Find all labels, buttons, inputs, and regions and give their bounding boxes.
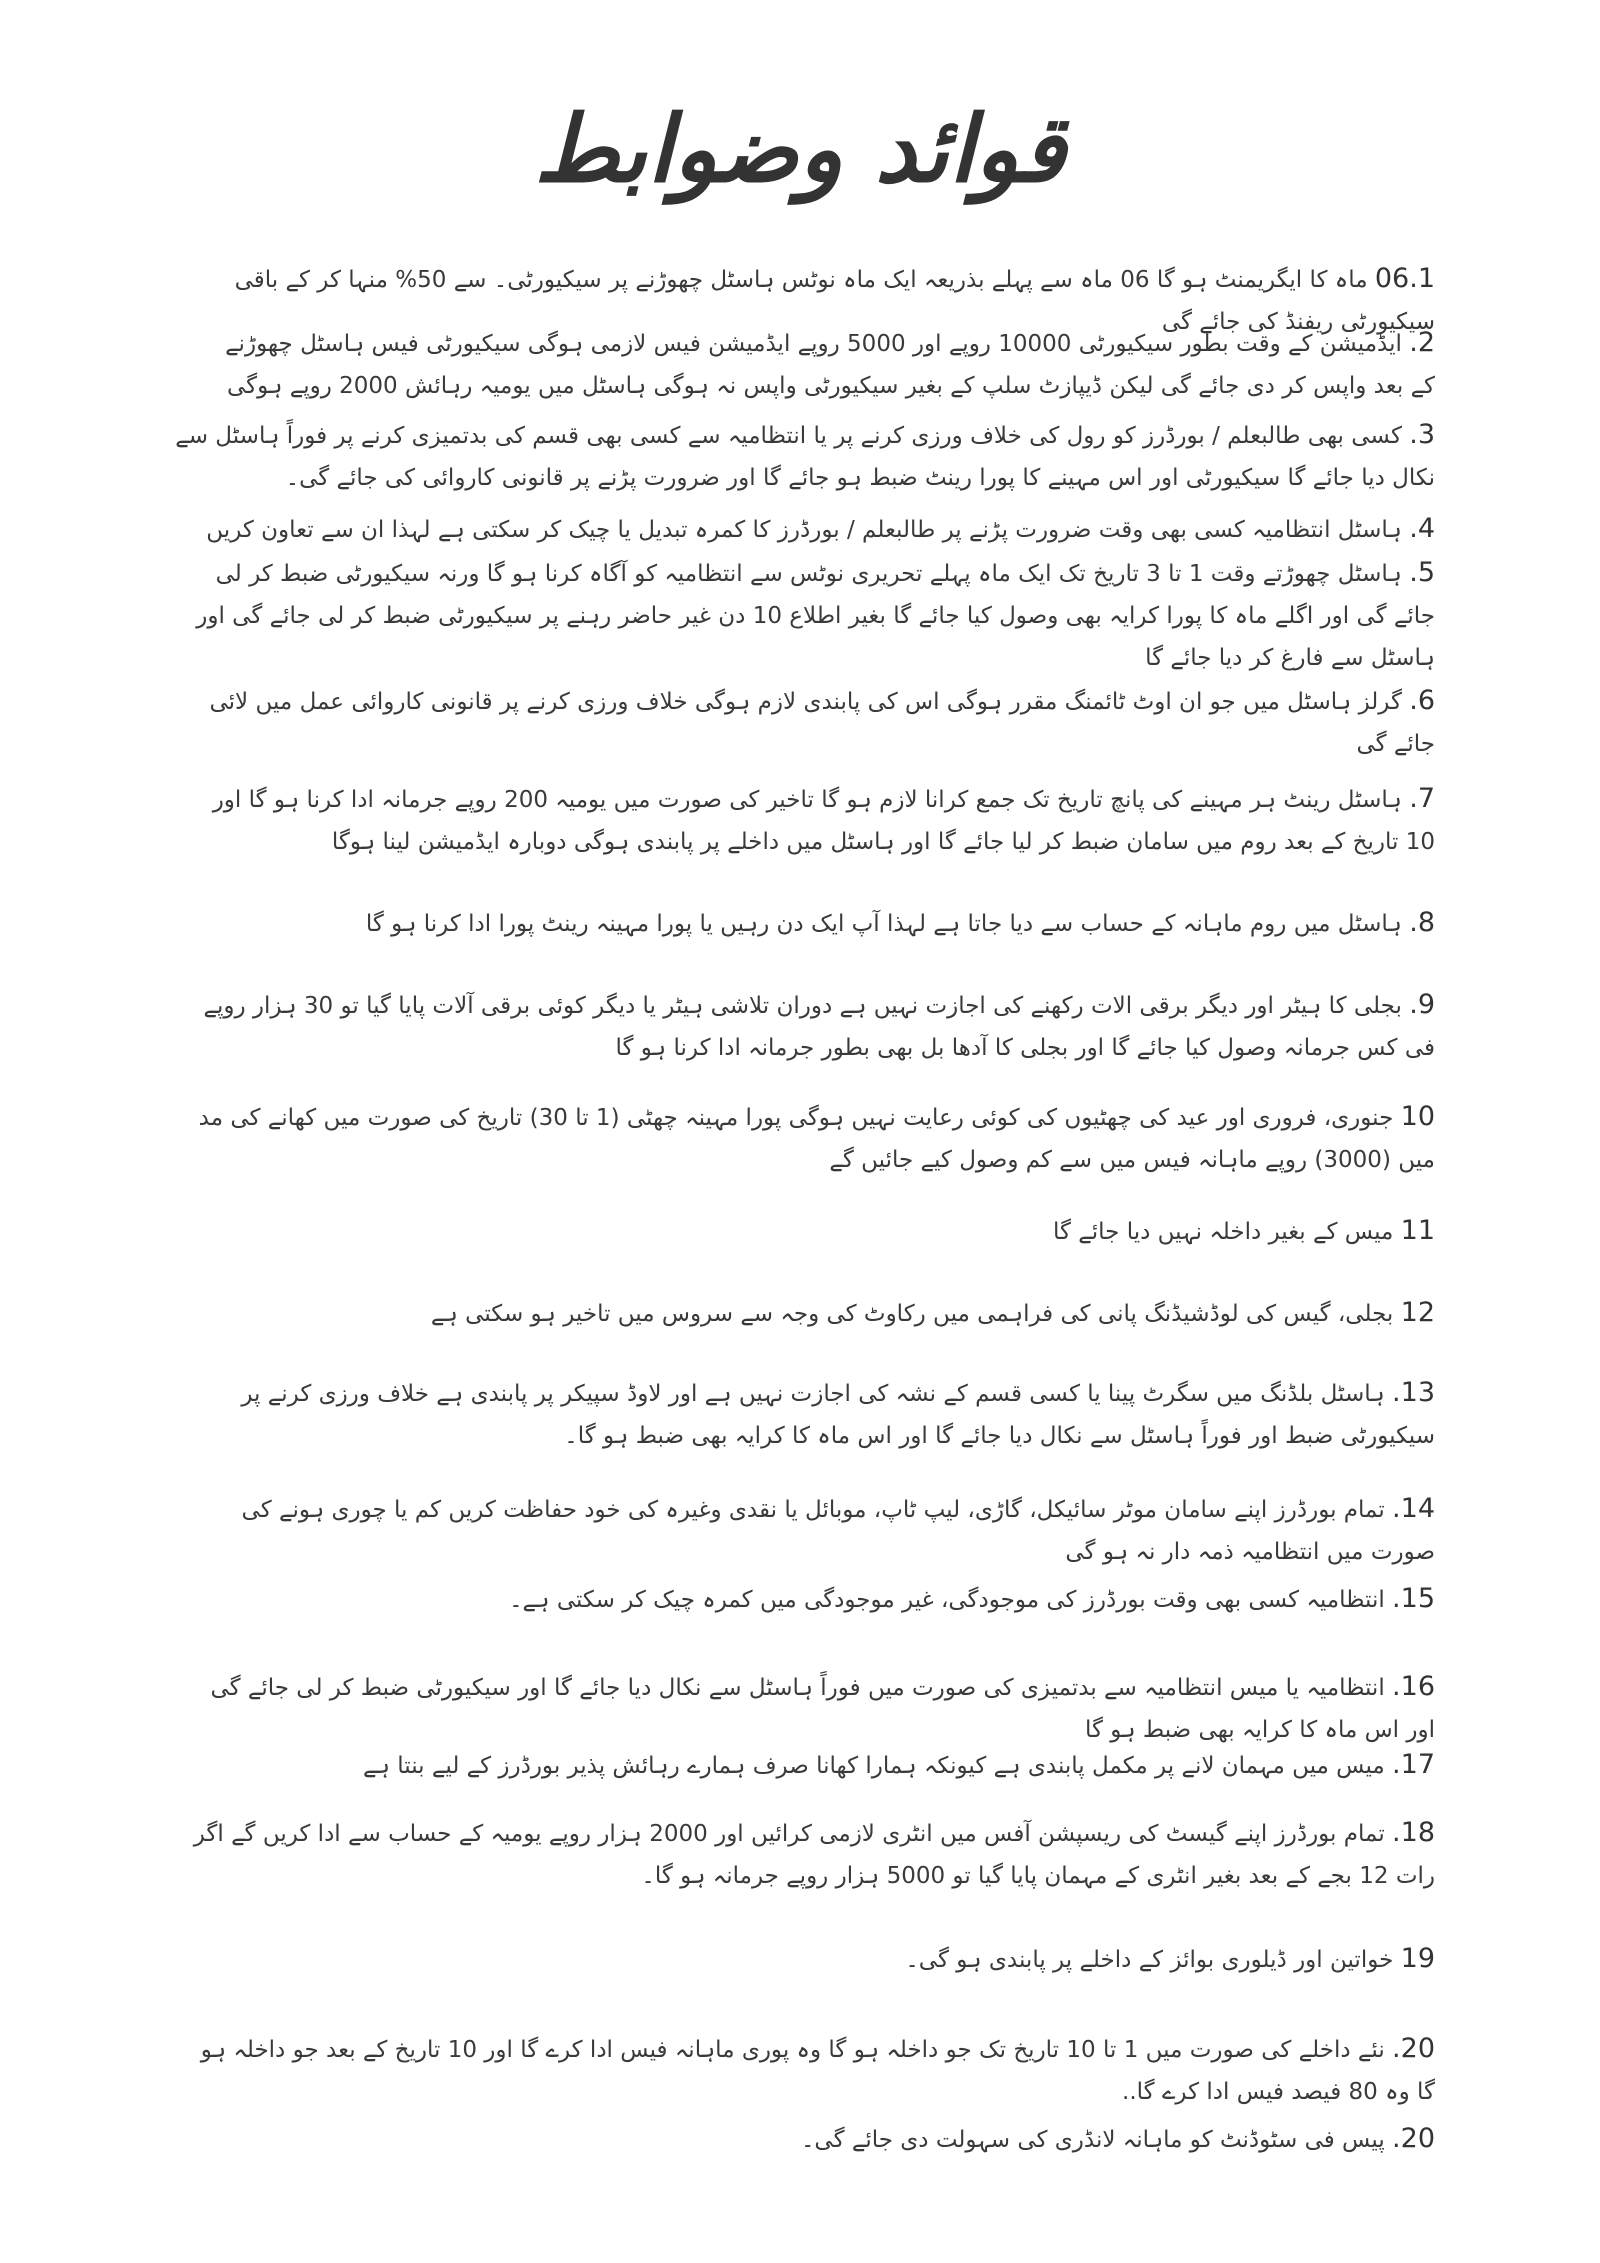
rule-number: 17. — [1392, 1749, 1435, 1780]
rule-number: 16. — [1392, 1671, 1435, 1702]
rule-14 — [185, 1488, 1435, 1573]
rule-5 — [195, 552, 1435, 679]
rule-11 — [185, 1210, 1435, 1253]
rule-text: ایڈمیشن کے وقت بطور سیکیورٹی 10000 روپے اور 5000 روپے ایڈمیشن فیس لازمی ہوگی سیکیورٹی فیس ہاسٹل چھوڑنے کے بعد واپس کر دی جائے گی لیکن ڈیپازٹ سلپ کے بغیر سیکیورٹی واپس نہ ہوگی ہاسٹل میں یومیہ رہائش 2000 روپے ہوگی — [225, 331, 1435, 399]
rule-number: 18. — [1392, 1817, 1435, 1848]
rule-2 — [195, 322, 1435, 407]
rule-text: ہاسٹل بلڈنگ میں سگرٹ پینا یا کسی قسم کے نشہ کی اجازت نہیں ہے اور لاوڈ سپیکر پر پابندی ہے خلاف ورزی کرنے پر سیکیورٹی ضبط اور فوراً ہاسٹل سے نکال دیا جائے گا اور اس ماہ کا کرایہ بھی ضبط ہو گا۔ — [241, 1381, 1435, 1449]
rule-10 — [185, 1096, 1435, 1181]
rule-21 — [185, 2118, 1435, 2161]
rule-9 — [185, 984, 1435, 1069]
rule-number: 9. — [1409, 989, 1435, 1020]
rule-8 — [185, 902, 1435, 945]
rule-text: انتظامیہ یا میس انتظامیہ سے بدتمیزی کی صورت میں فوراً ہاسٹل سے نکال دیا جائے گا اور سیکیورٹی ضبط کر لی جائے گی اور اس ماہ کا کرایہ بھی ضبط ہو گا — [210, 1675, 1435, 1743]
rule-number: 13. — [1392, 1377, 1435, 1408]
rule-text: ہاسٹل انتظامیہ کسی بھی وقت ضرورت پڑنے پر طالبعلم / بورڈرز کا کمرہ تبدیل یا چیک کر سکتی ہے لہذا ان سے تعاون کریں — [206, 517, 1402, 543]
rule-15 — [185, 1578, 1435, 1621]
rule-number: 7. — [1409, 783, 1435, 814]
rule-text: پیس فی سٹوڈنٹ کو ماہانہ لانڈری کی سہولت دی جائے گی۔ — [800, 2127, 1385, 2153]
rule-17 — [185, 1744, 1435, 1787]
rule-number: 12 — [1400, 1297, 1435, 1328]
rule-number: 20. — [1392, 2033, 1435, 2064]
rule-text: بجلی، گیس کی لوڈشیڈنگ پانی کی فراہمی میں رکاوٹ کی وجہ سے سروس میں تاخیر ہو سکتی ہے — [430, 1301, 1394, 1327]
rule-3 — [170, 414, 1435, 499]
rule-text: تمام بورڈرز اپنے سامان موٹر سائیکل، گاڑی، لیپ ٹاپ، موبائل یا نقدی وغیرہ کی خود حفاظت کریں کم یا چوری ہونے کی صورت میں انتظامیہ ذمہ دار نہ ہو گی — [241, 1497, 1435, 1565]
rule-18 — [185, 1812, 1435, 1897]
rule-number: 8. — [1409, 907, 1435, 938]
rule-text: تمام بورڈرز اپنے گیسٹ کی ریسپشن آفس میں انٹری لازمی کرائیں اور 2000 ہزار روپے یومیہ کے حساب سے ادا کریں گے اگر رات 12 بجے کے بعد بغیر انٹری کے مہمان پایا گیا تو 5000 ہزار روپے جرمانہ ہو گا۔ — [193, 1821, 1435, 1889]
rule-13 — [185, 1372, 1435, 1457]
rule-12 — [185, 1292, 1435, 1335]
rule-text: گرلز ہاسٹل میں جو ان اوٹ ٹائمنگ مقرر ہوگی اس کی پابندی لازم ہوگی خلاف ورزی کرنے پر قانونی کاروائی عمل میں لائی جائے گی — [209, 689, 1435, 757]
rule-text: بجلی کا ہیٹر اور دیگر برقی الات رکھنے کی اجازت نہیں ہے دوران تلاشی ہیٹر یا دیگر کوئی برقی آلات پایا گیا تو 30 ہزار روپے فی کس جرمانہ وصول کیا جائے گا اور بجلی کا آدھا بل بھی بطور جرمانہ ادا کرنا ہو گا — [203, 993, 1435, 1061]
rule-19 — [185, 1938, 1435, 1981]
rule-number: 06.1 — [1374, 263, 1435, 294]
rule-number: 4. — [1409, 513, 1435, 544]
rule-number: 3. — [1409, 419, 1435, 450]
rule-text: خواتین اور ڈیلوری بوائز کے داخلے پر پابندی ہو گی۔ — [905, 1947, 1394, 1973]
rule-text: ہاسٹل چھوڑتے وقت 1 تا 3 تاریخ تک ایک ماہ پہلے تحریری نوٹس سے انتظامیہ کو آگاہ کرنا ہو گا ورنہ سیکیورٹی ضبط کر لی جائے گی اور اگلے ماہ کا پورا کرایہ بھی وصول کیا جائے گا بغیر اطلاع 10 دن غیر حاضر رہنے پر سیکیورٹی ضبط کر لی جائے گی اور ہاسٹل سے فارغ کر دیا جائے گا — [196, 561, 1435, 671]
rule-7 — [185, 778, 1435, 863]
rule-number: 6. — [1409, 685, 1435, 716]
rule-4 — [195, 508, 1435, 551]
rule-text: میس میں مہمان لانے پر مکمل پابندی ہے کیونکہ ہمارا کھانا صرف ہمارے رہائش پذیر بورڈرز کے لیے بنتا ہے — [363, 1753, 1385, 1779]
rule-text: انتظامیہ کسی بھی وقت بورڈرز کی موجودگی، غیر موجودگی میں کمرہ چیک کر سکتی ہے۔ — [509, 1587, 1385, 1613]
rule-text: ہاسٹل رینٹ ہر مہینے کی پانچ تاریخ تک جمع کرانا لازم ہو گا تاخیر کی صورت میں یومیہ 200 روپے جرمانہ ادا کرنا ہو گا اور 10 تاریخ کے بعد روم میں سامان ضبط کر لیا جائے گا اور ہاسٹل میں داخلے پر پابندی ہوگی دوبارہ ایڈمیشن لینا ہوگا — [212, 787, 1435, 855]
rule-text: نئے داخلے کی صورت میں 1 تا 10 تاریخ تک جو داخلہ ہو گا وہ پوری ماہانہ فیس ادا کرے گا اور 10 تاریخ کے بعد جو داخلہ ہو گا وہ 80 فیصد فیس ادا کرے گا.. — [200, 2037, 1435, 2105]
rule-6 — [195, 680, 1435, 765]
rule-text: ماہ کا ایگریمنٹ ہو گا 06 ماہ سے پہلے بذریعہ ایک ماہ نوٹس ہاسٹل چھوڑنے پر سیکیورٹی۔ سے 50% منہا کر کے باقی سیکیورٹی ریفنڈ کی جائے گی — [234, 267, 1435, 335]
rule-text: میس کے بغیر داخلہ نہیں دیا جائے گا — [1053, 1219, 1394, 1245]
rule-number: 10 — [1400, 1101, 1435, 1132]
rule-number: 14. — [1392, 1493, 1435, 1524]
rule-text: کسی بھی طالبعلم / بورڈرز کو رول کی خلاف ورزی کرنے پر یا انتظامیہ سے کسی بھی قسم کی بدتمیزی کرنے پر فوراً ہاسٹل سے نکال دیا جائے گا سیکیورٹی اور اس مہینے کا پورا رینٹ ضبط ہو جائے گا اور ضرورت پڑنے پر قانونی کاروائی کی جائے گی۔ — [175, 423, 1435, 491]
page-title: قوائد وضوابط — [534, 95, 1066, 203]
rule-text: ہاسٹل میں روم ماہانہ کے حساب سے دیا جاتا ہے لہذا آپ ایک دن رہیں یا پورا مہینہ رینٹ پورا ادا کرنا ہو گا — [365, 911, 1402, 937]
rule-number: 5. — [1409, 557, 1435, 588]
rule-number: 11 — [1400, 1215, 1435, 1246]
rule-number: 20. — [1392, 2123, 1435, 2154]
rule-number: 15. — [1392, 1583, 1435, 1614]
rule-number: 19 — [1400, 1943, 1435, 1974]
rule-16 — [185, 1666, 1435, 1751]
rule-number: 2. — [1409, 327, 1435, 358]
rule-text: جنوری، فروری اور عید کی چھٹیوں کی کوئی رعایت نہیں ہوگی پورا مہینہ چھٹی (1 تا 30) تاریخ کی صورت میں کھانے کی مد میں (3000) روپے ماہانہ فیس میں سے کم وصول کیے جائیں گے — [198, 1105, 1435, 1173]
rule-20 — [185, 2028, 1435, 2113]
